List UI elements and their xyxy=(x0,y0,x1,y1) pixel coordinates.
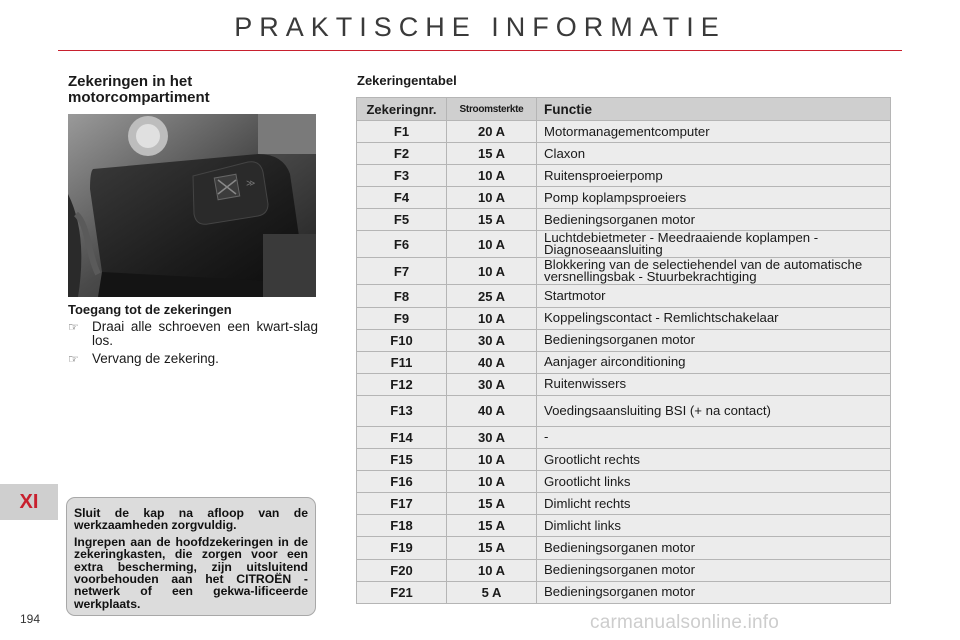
fuse-number: F20 xyxy=(357,559,447,581)
fuse-amperage: 10 A xyxy=(447,471,537,493)
fuse-number: F2 xyxy=(357,143,447,165)
fuse-function: Claxon xyxy=(537,143,891,165)
fuse-number: F17 xyxy=(357,493,447,515)
fuse-function: Startmotor xyxy=(537,285,891,307)
chapter-label: XI xyxy=(19,490,39,513)
fuse-number: F12 xyxy=(357,373,447,395)
table-row xyxy=(357,165,891,187)
fuse-amperage: 5 A xyxy=(447,581,537,603)
table-row xyxy=(357,395,891,426)
fuse-number: F10 xyxy=(357,329,447,351)
table-row xyxy=(357,351,891,373)
fuse-number: F9 xyxy=(357,307,447,329)
fuse-function: Aanjager airconditioning xyxy=(537,351,891,373)
pointing-hand-icon: ☞ xyxy=(68,352,79,366)
fuse-number: F13 xyxy=(357,395,447,426)
fuse-number: F16 xyxy=(357,471,447,493)
step-text: Draai alle schroeven een kwart-slag los. xyxy=(92,319,318,348)
note-box xyxy=(66,497,316,616)
header-function: Functie xyxy=(537,98,891,121)
table-row xyxy=(357,559,891,581)
table-row xyxy=(357,187,891,209)
table-row xyxy=(357,307,891,329)
table-row xyxy=(357,537,891,559)
table-row xyxy=(357,285,891,307)
table-row xyxy=(357,231,891,258)
engine-fusebox-photo xyxy=(68,114,316,297)
table-row xyxy=(357,515,891,537)
fuse-amperage: 15 A xyxy=(447,209,537,231)
table-row xyxy=(357,258,891,285)
fuse-amperage: 40 A xyxy=(447,351,537,373)
table-row xyxy=(357,329,891,351)
fuse-function: Pomp koplampsproeiers xyxy=(537,187,891,209)
fuse-amperage: 15 A xyxy=(447,493,537,515)
fuse-function: Dimlicht links xyxy=(537,515,891,537)
table-row xyxy=(357,581,891,603)
fuse-amperage: 15 A xyxy=(447,537,537,559)
fuse-number: F1 xyxy=(357,121,447,143)
table-row xyxy=(357,209,891,231)
fuse-number: F15 xyxy=(357,449,447,471)
fuse-function: Bedieningsorganen motor xyxy=(537,581,891,603)
fuse-number: F6 xyxy=(357,231,447,258)
fuse-function: Voedingsaansluiting BSI (+ na contact) xyxy=(537,395,891,426)
fuse-number: F14 xyxy=(357,426,447,448)
table-row xyxy=(357,143,891,165)
fuse-table xyxy=(356,97,891,604)
header-amperage: Stroomsterkte xyxy=(447,98,537,121)
fuse-number: F5 xyxy=(357,209,447,231)
table-row xyxy=(357,121,891,143)
fuse-function: Blokkering van de selectiehendel van de automatische versnellingsbak - Stuurbekrachtiging xyxy=(537,258,891,285)
fuse-number: F21 xyxy=(357,581,447,603)
fuse-number: F7 xyxy=(357,258,447,285)
fuse-amperage: 25 A xyxy=(447,285,537,307)
access-heading: Toegang tot de zekeringen xyxy=(68,302,232,317)
fuse-function: Bedieningsorganen motor xyxy=(537,537,891,559)
fuse-amperage: 10 A xyxy=(447,187,537,209)
fuse-function: Bedieningsorganen motor xyxy=(537,559,891,581)
fuse-function: Motormanagementcomputer xyxy=(537,121,891,143)
header-fuse-number: Zekeringnr. xyxy=(357,98,447,121)
fuse-number: F3 xyxy=(357,165,447,187)
fuse-number: F18 xyxy=(357,515,447,537)
fuse-function: Luchtdebietmeter - Meedraaiende koplampen - Diagnoseaansluiting xyxy=(537,231,891,258)
watermark: carmanualsonline.info xyxy=(590,612,780,633)
fuse-number: F19 xyxy=(357,537,447,559)
chapter-tab xyxy=(0,484,58,520)
fuse-amperage: 15 A xyxy=(447,143,537,165)
note-paragraph: Sluit de kap na afloop van de werkzaamheden zorgvuldig. xyxy=(74,506,308,533)
fuse-function: Ruitensproeierpomp xyxy=(537,165,891,187)
fuse-amperage: 10 A xyxy=(447,165,537,187)
fuse-amperage: 15 A xyxy=(447,515,537,537)
table-row xyxy=(357,426,891,448)
section-heading: Zekeringen in het motorcompartiment xyxy=(68,73,210,106)
fuse-amperage: 30 A xyxy=(447,373,537,395)
fuse-function: - xyxy=(537,426,891,448)
fuse-amperage: 10 A xyxy=(447,258,537,285)
fuse-amperage: 10 A xyxy=(447,449,537,471)
fuse-amperage: 40 A xyxy=(447,395,537,426)
page-number: 194 xyxy=(20,612,41,626)
page-title: PRAKTISCHE INFORMATIE xyxy=(234,12,726,42)
fuse-function: Dimlicht rechts xyxy=(537,493,891,515)
fuse-function: Bedieningsorganen motor xyxy=(537,209,891,231)
table-title: Zekeringentabel xyxy=(357,73,457,88)
fuse-amperage: 30 A xyxy=(447,329,537,351)
fuse-function: Bedieningsorganen motor xyxy=(537,329,891,351)
note-paragraph: Ingrepen aan de hoofdzekeringen in de zekeringkasten, die zorgen voor een extra bescherming, zijn uitsluitend voorbehouden aan het CITROËN -netwerk of een gekwa-lificeerde werkplaats. xyxy=(74,534,308,611)
table-row xyxy=(357,373,891,395)
engine-photo-illustration xyxy=(68,114,316,297)
table-row xyxy=(357,471,891,493)
step-item xyxy=(68,320,318,348)
table-row xyxy=(357,449,891,471)
fuse-amperage: 10 A xyxy=(447,559,537,581)
fuse-number: F11 xyxy=(357,351,447,373)
fuse-number: F4 xyxy=(357,187,447,209)
fuse-amperage: 10 A xyxy=(447,307,537,329)
fuse-amperage: 20 A xyxy=(447,121,537,143)
fuse-amperage: 10 A xyxy=(447,231,537,258)
step-text: Vervang de zekering. xyxy=(92,351,219,366)
steps-list xyxy=(68,320,318,370)
fuse-function: Grootlicht links xyxy=(537,471,891,493)
fuse-number: F8 xyxy=(357,285,447,307)
table-row xyxy=(357,493,891,515)
fuse-amperage: 30 A xyxy=(447,426,537,448)
fuse-function: Grootlicht rechts xyxy=(537,449,891,471)
fuse-function: Ruitenwissers xyxy=(537,373,891,395)
fuse-function: Koppelingscontact - Remlichtschakelaar xyxy=(537,307,891,329)
step-item xyxy=(68,352,318,366)
svg-text:≫: ≫ xyxy=(246,179,256,189)
title-rule xyxy=(58,50,902,51)
pointing-hand-icon: ☞ xyxy=(68,320,79,334)
